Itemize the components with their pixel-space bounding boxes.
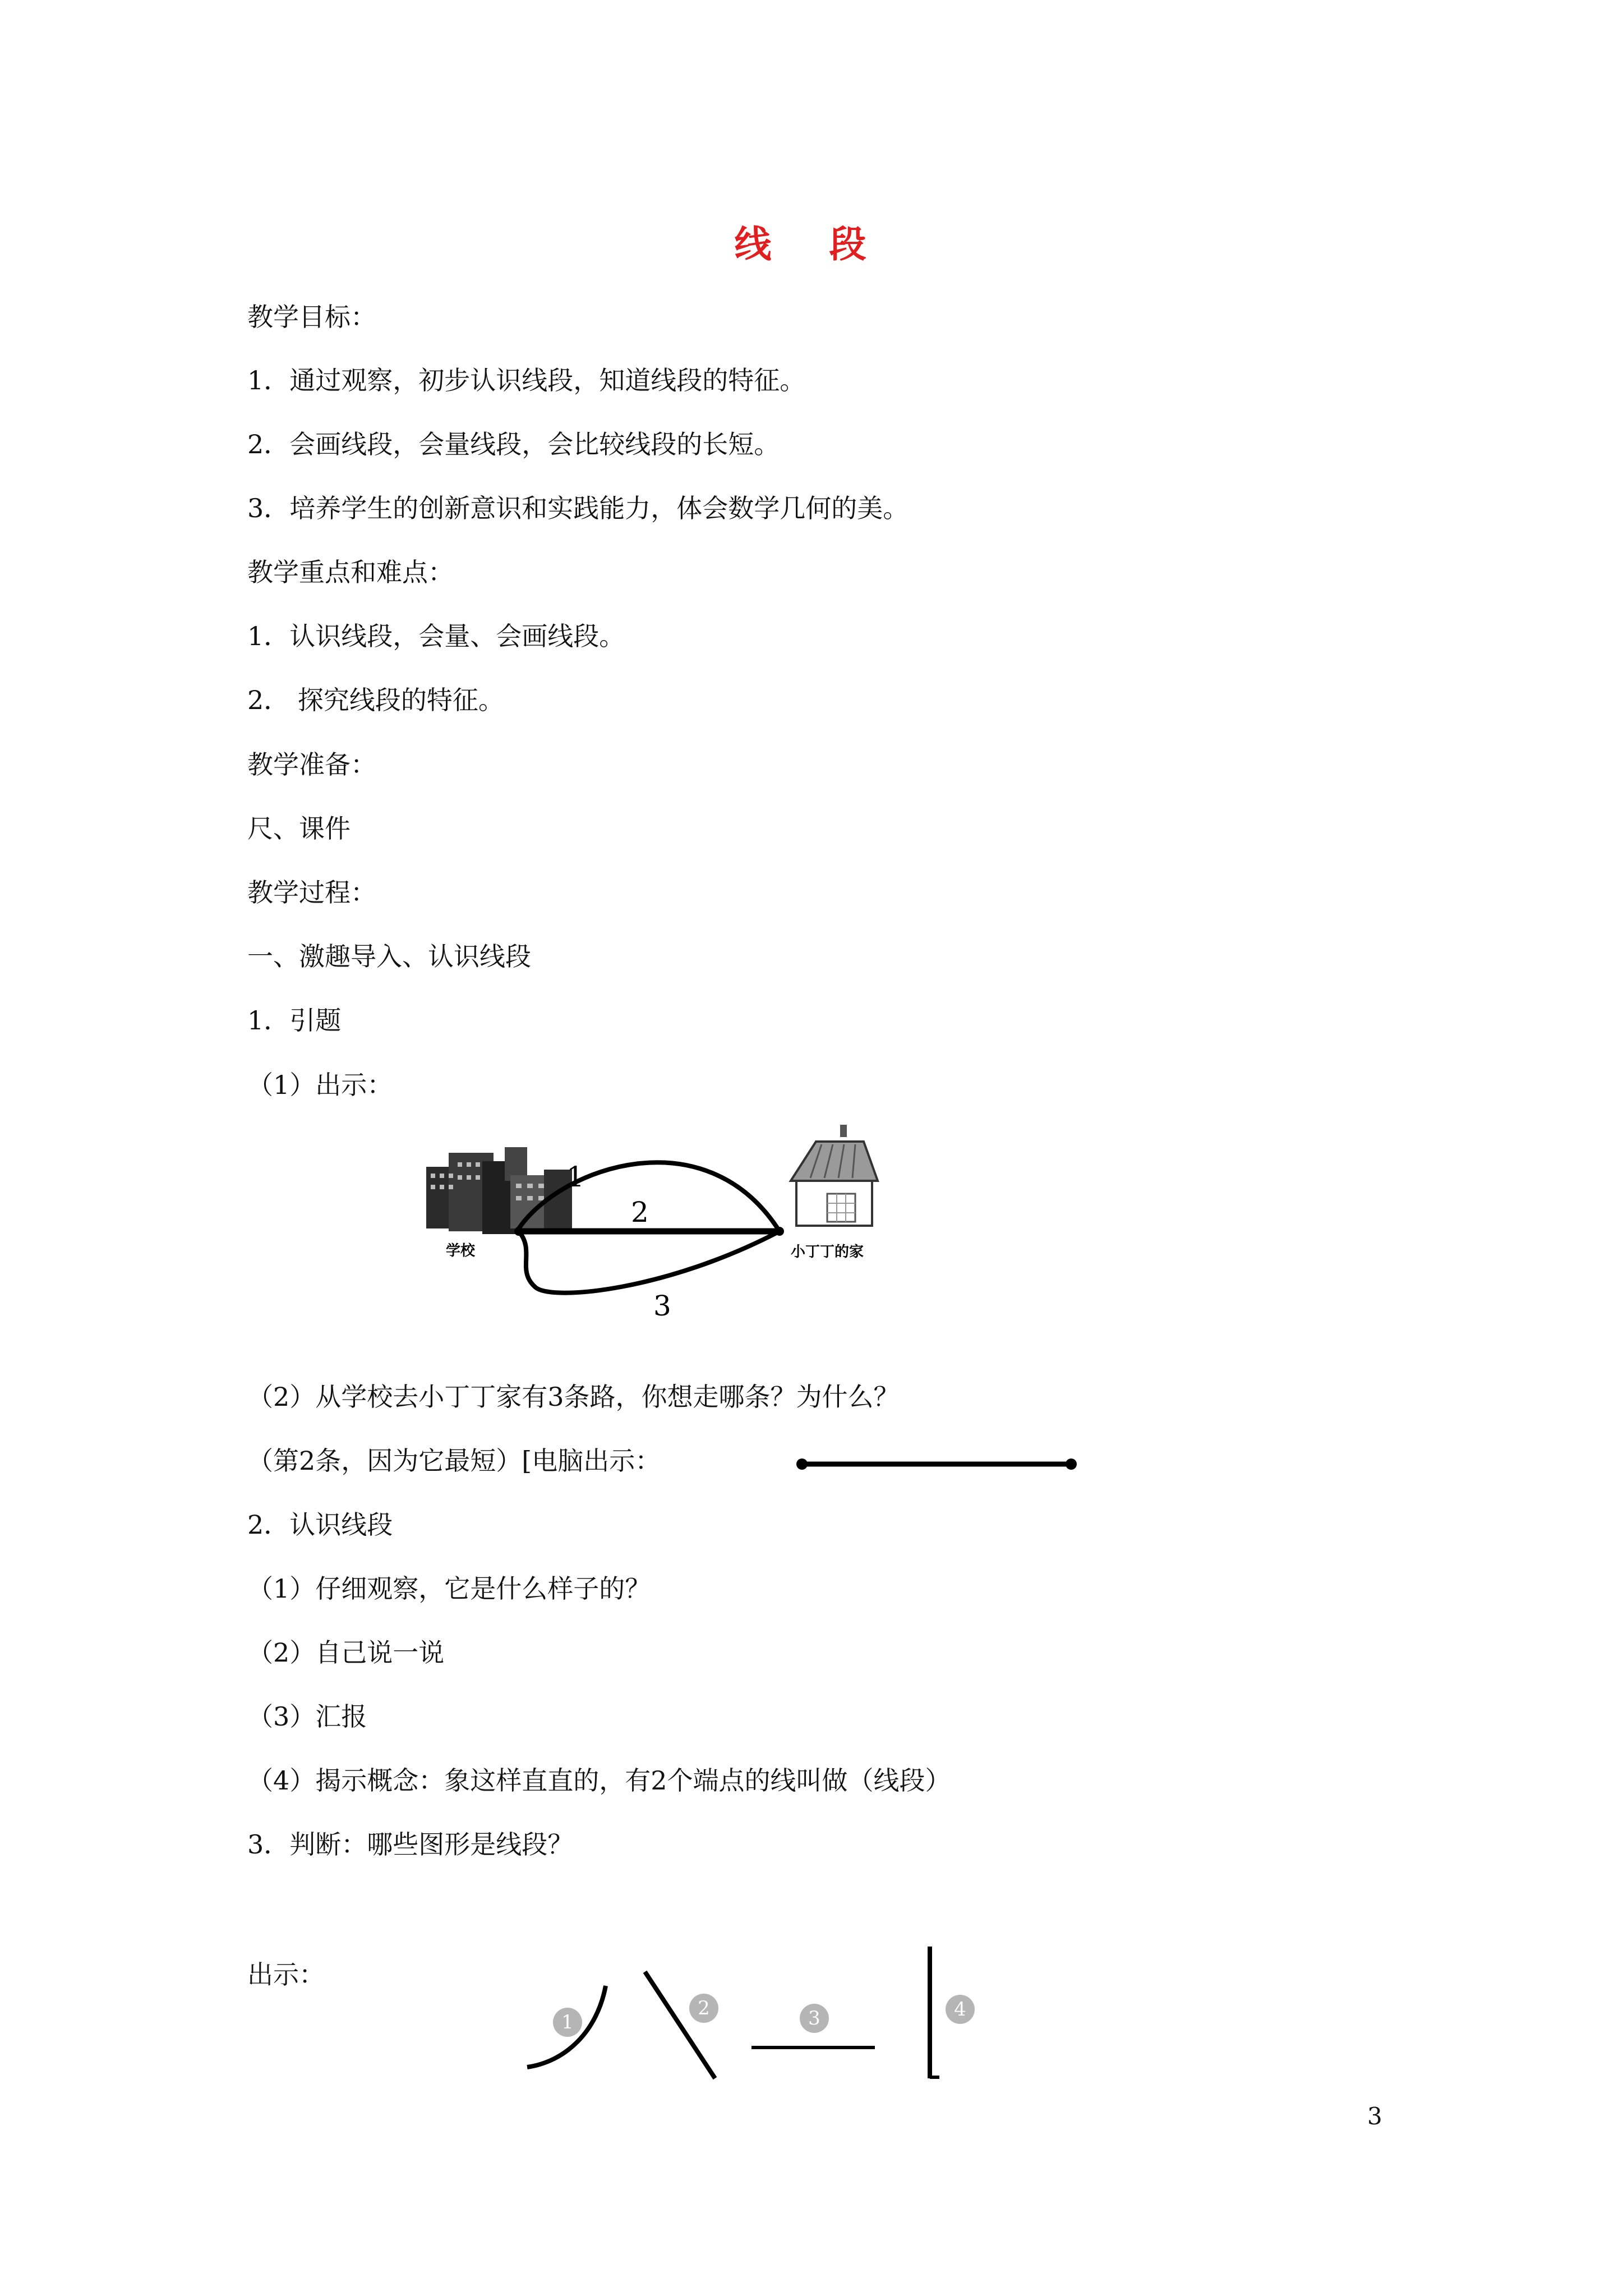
page-title: 线 段 xyxy=(734,222,889,266)
endpoint xyxy=(1066,1458,1077,1470)
text-line: 教学重点和难点： xyxy=(247,557,454,587)
route-label: 3 xyxy=(653,1290,671,1322)
shape-label: 4 xyxy=(954,1998,966,2021)
text-line: （第2条，因为它最短）[电脑出示： xyxy=(247,1446,661,1476)
text-line: （2）自己说一说 xyxy=(247,1637,445,1668)
text-line: 3．判断：哪些图形是线段？ xyxy=(247,1829,574,1860)
text-line: （1）仔细观察，它是什么样子的？ xyxy=(247,1573,651,1604)
text-line: （1）出示： xyxy=(247,1070,393,1100)
endpoint xyxy=(796,1458,808,1470)
text-line: 一、激趣导入、认识线段 xyxy=(247,941,531,972)
house-icon xyxy=(791,1125,878,1226)
home-label: 小丁丁的家 xyxy=(791,1244,864,1260)
text-line: 尺、课件 xyxy=(247,813,351,844)
route-figure xyxy=(415,1122,909,1324)
shape-label: 1 xyxy=(561,2011,574,2033)
shape-label: 2 xyxy=(698,1997,710,2019)
route-label: 2 xyxy=(631,1196,649,1228)
text-line: 3．培养学生的创新意识和实践能力，体会数学几何的美。 xyxy=(247,493,909,523)
judge-figure xyxy=(505,1935,1066,2104)
shape-2-line xyxy=(645,1972,715,2078)
text-line: 教学过程： xyxy=(247,877,376,908)
segment-figure xyxy=(791,1450,1082,1478)
school-building-icon xyxy=(426,1147,572,1234)
text-line: 1．引题 xyxy=(247,1005,342,1036)
text-line: 2． 探究线段的特征。 xyxy=(247,685,504,715)
text-line: （2）从学校去小丁丁家有3条路，你想走哪条？为什么？ xyxy=(247,1382,900,1412)
page-number: 3 xyxy=(1367,2102,1382,2130)
route-3-path xyxy=(519,1231,780,1293)
text-line: （3）汇报 xyxy=(247,1701,367,1732)
show-label: 出示： xyxy=(247,1959,325,1990)
text-line: 2．认识线段 xyxy=(247,1510,393,1540)
school-label: 学校 xyxy=(446,1243,476,1259)
text-line: 教学目标： xyxy=(247,302,376,332)
shape-label: 3 xyxy=(808,2007,820,2030)
text-line: 2．会画线段，会量线段，会比较线段的长短。 xyxy=(247,429,780,459)
text-line: 1．通过观察，初步认识线段，知道线段的特征。 xyxy=(247,365,806,395)
text-line: （4）揭示概念：象这样直直的，有2个端点的线叫做（线段） xyxy=(247,1765,951,1796)
text-line: 教学准备： xyxy=(247,749,376,780)
text-line: 1．认识线段，会量、会画线段。 xyxy=(247,621,625,651)
route-label: 1 xyxy=(566,1161,584,1193)
